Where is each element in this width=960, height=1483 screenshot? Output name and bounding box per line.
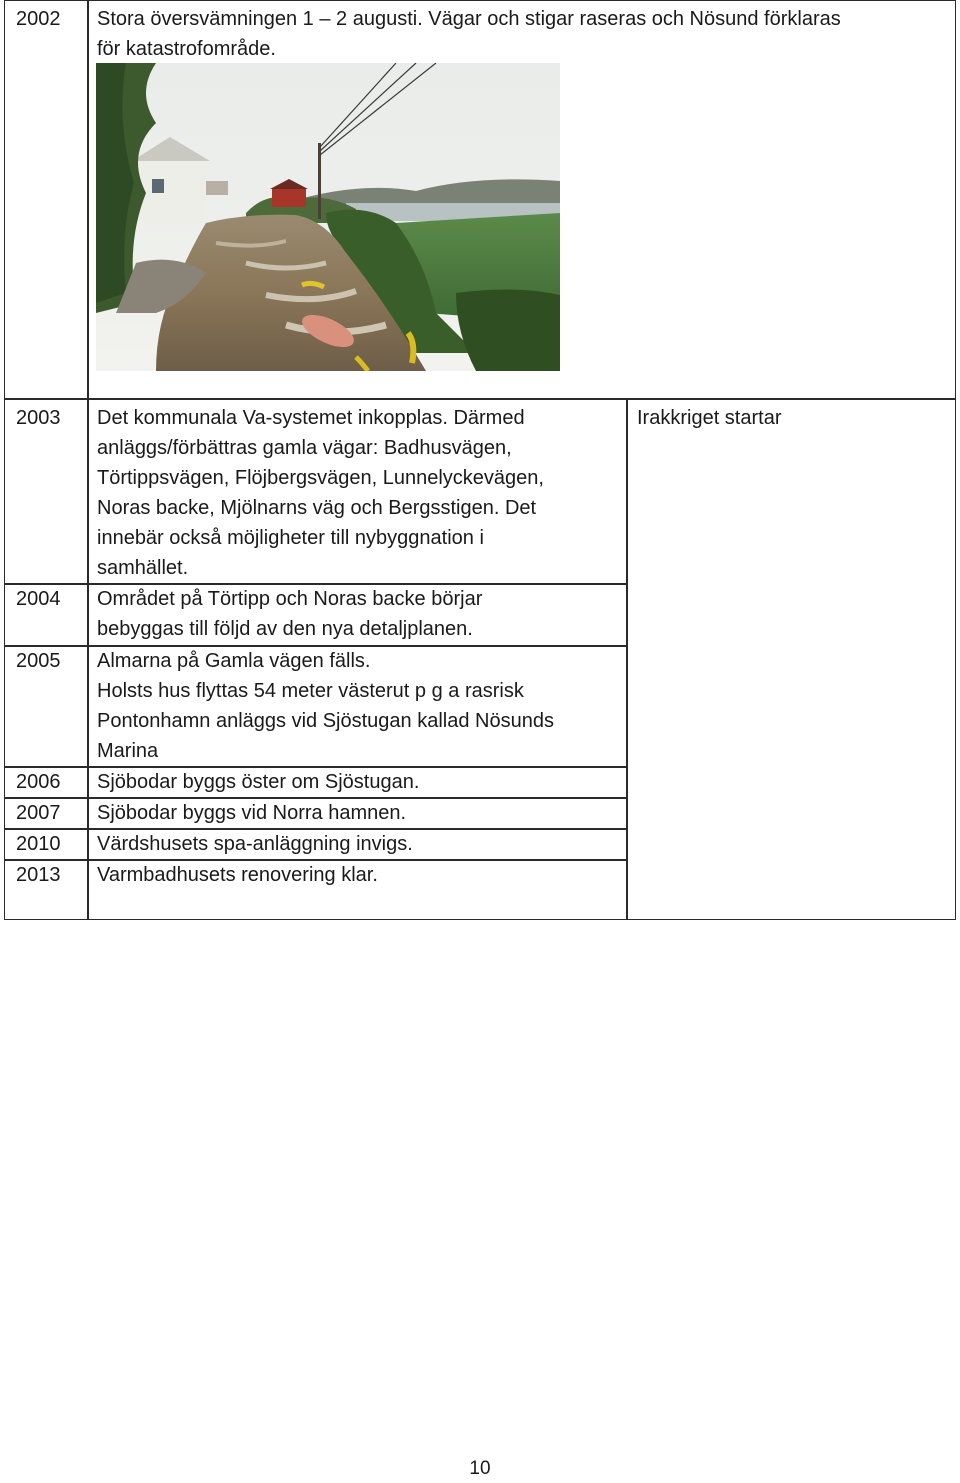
page-number: 10 [469,1458,491,1479]
event-text-2003: Det kommunala Va-systemet inkopplas. Därmed anläggs/förbättras gamla vägar: Badhusvägen, Törtippsvägen, Flöjbergsvägen, Lunnelyckevägen, Noras backe, Mjölnarns väg och Bergsstigen. Det innebär också möjligheter till nybyggnation i samhället. [97,407,544,579]
year-2013: 2013 [16,864,61,886]
event-text-2005: Almarna på Gamla vägen fälls. Holsts hus flyttas 54 meter västerut p g a rasrisk Pontonhamn anläggs vid Sjöstugan kallad Nösunds Marina [97,650,554,762]
event-text-2007: Sjöbodar byggs vid Norra hamnen. [97,802,407,824]
world-event-2003: Irakkriget startar [637,407,782,429]
year-2002: 2002 [16,8,61,30]
event-text-2002: Stora översvämningen 1 – 2 augusti. Vägar och stigar raseras och Nösund förklaras för katastrofområde. [97,8,841,60]
event-text-2013: Varmbadhusets renovering klar. [97,864,378,886]
year-2007: 2007 [16,802,61,824]
year-2004: 2004 [16,588,61,610]
year-2005: 2005 [16,650,61,672]
year-2003: 2003 [16,407,61,429]
column-divider [626,399,628,919]
year-2006: 2006 [16,771,61,793]
event-text-2006: Sjöbodar byggs öster om Sjöstugan. [97,771,420,793]
column-divider [87,399,89,919]
event-text-2010: Värdshusets spa-anläggning invigs. [97,833,413,855]
event-text-2004: Området på Törtipp och Noras backe börjar bebyggas till följd av den nya detaljplanen. [97,588,483,640]
flood-photo [96,63,560,371]
year-2010: 2010 [16,833,61,855]
column-divider [87,1,89,399]
